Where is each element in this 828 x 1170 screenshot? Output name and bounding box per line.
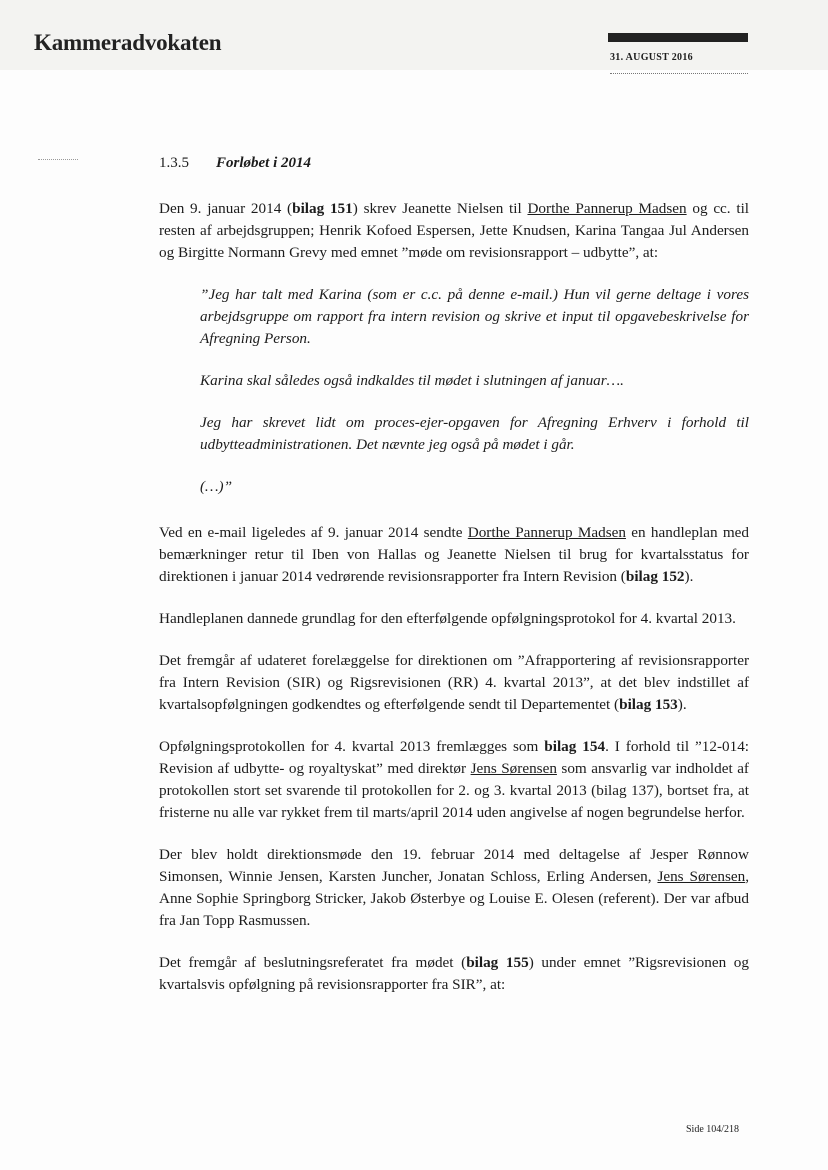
paragraph	[159, 198, 749, 264]
text-run: ) under emnet ”Rigsrevisionen og kvartalsvis opfølgning på revisionsrapporter fra SIR”, at:	[159, 954, 749, 993]
margin-mark	[38, 159, 78, 160]
text-run: Der blev holdt direktionsmøde den 19. februar 2014 med deltagelse af Jesper Rønnow Simonsen, Winnie Jensen, Karsten Juncher, Jonatan Schloss, Erling Andersen,	[159, 846, 749, 885]
section-title: Forløbet i 2014	[216, 155, 312, 171]
page-number: Side 104/218	[686, 1124, 740, 1135]
text-run: , Anne Sophie Springborg Stricker, Jakob Østerbye og Louise E. Olesen (referent). Der var afbud fra Jan Topp Rasmussen.	[159, 868, 749, 929]
text-run: Ved en e-mail ligeledes af 9. januar 2014 sendte	[159, 524, 468, 541]
text-run: Det fremgår af beslutningsreferatet fra mødet (	[159, 954, 467, 971]
paragraph	[159, 522, 749, 588]
text-run: Den 9. januar 2014 (	[159, 200, 293, 217]
document-body	[159, 198, 749, 996]
text-run: en handleplan med bemærkninger retur til Iben von Hallas og Jeanette Nielsen til brug for kvartalsstatus for direktionen i januar 2014 vedrørende revisionsrapporter fra Intern Revision (	[159, 524, 749, 585]
section-number: 1.3.5	[159, 155, 189, 171]
person-reference: Dorthe Pannerup Madsen	[467, 524, 626, 541]
header-rule	[608, 33, 748, 42]
paragraph	[159, 844, 749, 932]
bilag-reference: bilag 152	[625, 568, 685, 585]
bilag-reference: bilag 155	[466, 954, 529, 971]
text-run: . I forhold til ”12-014: Revision af udbytte- og royaltyskat” med direktør	[159, 738, 750, 777]
text-run: Opfølgningsprotokollen for 4. kvartal 2013 fremlægges som	[159, 738, 545, 755]
quote-paragraph: Karina skal således også indkaldes til mødet i slutningen af januar….	[200, 372, 624, 389]
bilag-reference: bilag 151	[292, 200, 353, 217]
text-run: ).	[684, 568, 694, 585]
text-run: og cc. til resten af arbejdsgruppen; Henrik Kofoed Espersen, Jette Knudsen, Karina Tangaa Jul Andersen og Birgitte Normann Grevy med emnet ”møde om revisionsrapport – udbytte”, at:	[159, 200, 750, 261]
bilag-reference: bilag 153	[619, 696, 678, 713]
text-run: som ansvarlig var indholdet af protokollen stort set svarende til protokollen for 2. og 3. kvartal 2013 (bilag 137), bortset fra, at fristerne nu alle var rykket frem til marts/april 2014 uden angivelse af nogen begrundelse herfor.	[159, 760, 749, 821]
paragraph	[159, 736, 749, 824]
quote-paragraph: ”Jeg har talt med Karina (som er c.c. på denne e-mail.) Hun vil gerne deltage i vores arbejdsgruppe om rapport fra intern revision og skrive et input til opgavebeskrivelse for Afregning Person.	[200, 286, 749, 347]
text-run: ).	[677, 696, 687, 713]
text-run: Det fremgår af udateret forelæggelse for direktionen om ”Afrapportering af revisionsrapporter fra Intern Revision (SIR) og Rigsrevisionen (RR) 4. kvartal 2013”, at det blev indstillet af kvartalsopfølgningen godkendtes og efterfølgende sendt til Departementet (	[159, 652, 749, 713]
bilag-reference: bilag 154	[544, 738, 606, 755]
paragraph	[159, 650, 749, 716]
person-reference: Jens Sørensen	[470, 760, 557, 777]
paragraph	[159, 952, 749, 996]
date-divider	[610, 73, 748, 74]
quote-paragraph: Jeg har skrevet lidt om proces-ejer-opgaven for Afregning Erhverv i forhold til udbytteadministrationen. Det nævnte jeg også på mødet i går.	[200, 414, 749, 453]
text-run: ) skrev Jeanette Nielsen til	[352, 200, 528, 217]
person-reference: Dorthe Pannerup Madsen	[527, 200, 687, 217]
person-reference: Jens Sørensen	[657, 868, 746, 885]
document-date: 31. AUGUST 2016	[610, 52, 693, 63]
paragraph: Handleplanen dannede grundlag for den efterfølgende opfølgningsprotokol for 4. kvartal 2013.	[159, 610, 736, 627]
quote-paragraph: (…)”	[200, 478, 233, 495]
logo: Kammeradvokaten	[34, 30, 222, 55]
